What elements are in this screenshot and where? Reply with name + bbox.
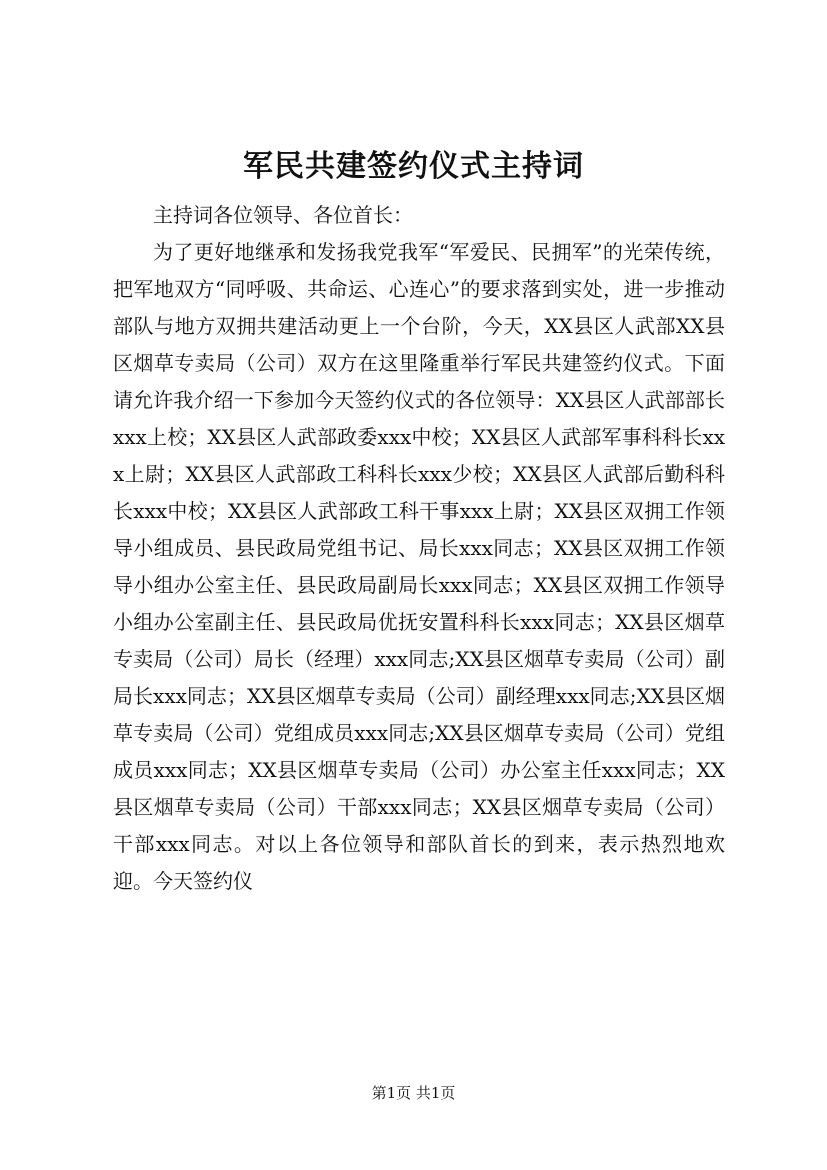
document-title: 军民共建签约仪式主持词	[243, 149, 584, 184]
page-footer: 第1页 共1页	[371, 1084, 456, 1102]
document-body	[113, 197, 725, 900]
paragraph-greeting: 主持词各位领导、各位首长：	[153, 203, 413, 227]
paragraph-main: 为了更好地继承和发扬我党我军“军爱民、民拥军”的光荣传统，把军地双方“同呼吸、共命运、心连心”的要求落到实处，进一步推动部队与地方双拥共建活动更上一个台阶，今天，XX县区人武部XX县区烟草专卖局（公司）双方在这里隆重举行军民共建签约仪式。下面请允许我介绍一下参加今天签约仪式的各位领导：XX县区人武部部长xxx上校；XX县区人武部政委xxx中校；XX县区人武部军事科科长xxx上尉；XX县区人武部政工科科长xxx少校；XX县区人武部后勤科科长xxx中校；XX县区人武部政工科干事xxx上尉；XX县区双拥工作领导小组成员、县民政局党组书记、局长xxx同志；XX县区双拥工作领导小组办公室主任、县民政局副局长xxx同志；XX县区双拥工作领导小组办公室副主任、县民政局优抚安置科科长xxx同志；XX县区烟草专卖局（公司）局长（经理）xxx同志;XX县区烟草专卖局（公司）副局长xxx同志；XX县区烟草专卖局（公司）副经理xxx同志;XX县区烟草专卖局（公司）党组成员xxx同志;XX县区烟草专卖局（公司）党组成员xxx同志；XX县区烟草专卖局（公司）办公室主任xxx同志；XX县区烟草专卖局（公司）干部xxx同志；XX县区烟草专卖局（公司）干部xxx同志。对以上各位领导和部队首长的到来，表示热烈地欢迎。今天签约仪	[113, 240, 725, 893]
